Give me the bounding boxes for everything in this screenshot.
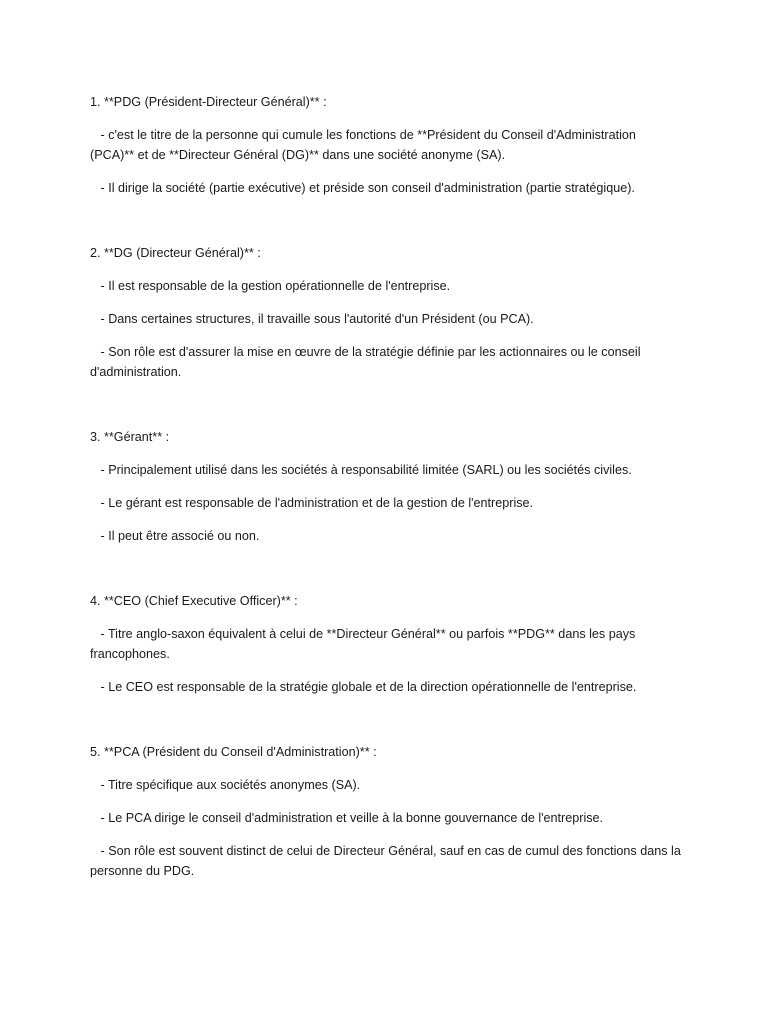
section-item: - Titre spécifique aux sociétés anonymes (SA). [90,778,361,792]
section-pca [90,742,682,881]
section-pdg [90,92,682,198]
section-item: - Il peut être associé ou non. [90,529,260,543]
section-item: - Son rôle est d'assurer la mise en œuvre de la stratégie définie par les actionnaires ou le conseil d'administration. [90,345,641,379]
section-item: - Le gérant est responsable de l'administration et de la gestion de l'entreprise. [90,496,534,510]
section-item: - Le PCA dirige le conseil d'administration et veille à la bonne gouvernance de l'entreprise. [90,811,604,825]
section-heading: 1. **PDG (Président-Directeur Général)** : [90,95,327,109]
document-body [90,92,682,926]
section-item: - Le CEO est responsable de la stratégie globale et de la direction opérationnelle de l'entreprise. [90,680,637,694]
section-dg [90,243,682,382]
section-item: - Titre anglo-saxon équivalent à celui de **Directeur Général** ou parfois **PDG** dans les pays francophones. [90,627,636,661]
section-item: - Il est responsable de la gestion opérationnelle de l'entreprise. [90,279,451,293]
section-item: - Il dirige la société (partie exécutive) et préside son conseil d'administration (partie stratégique). [90,181,635,195]
section-gerant [90,427,682,546]
section-item: - Principalement utilisé dans les sociétés à responsabilité limitée (SARL) ou les sociétés civiles. [90,463,632,477]
section-item: - Son rôle est souvent distinct de celui de Directeur Général, sauf en cas de cumul des fonctions dans la personne du PDG. [90,844,681,878]
section-ceo [90,591,682,697]
section-heading: 2. **DG (Directeur Général)** : [90,246,261,260]
section-heading: 3. **Gérant** : [90,430,170,444]
section-item: - Dans certaines structures, il travaille sous l'autorité d'un Président (ou PCA). [90,312,534,326]
section-heading: 4. **CEO (Chief Executive Officer)** : [90,594,298,608]
section-item: - c'est le titre de la personne qui cumule les fonctions de **Président du Conseil d'Administration (PCA)** et de **Directeur Général (DG)** dans une société anonyme (SA). [90,128,636,162]
section-heading: 5. **PCA (Président du Conseil d'Administration)** : [90,745,377,759]
